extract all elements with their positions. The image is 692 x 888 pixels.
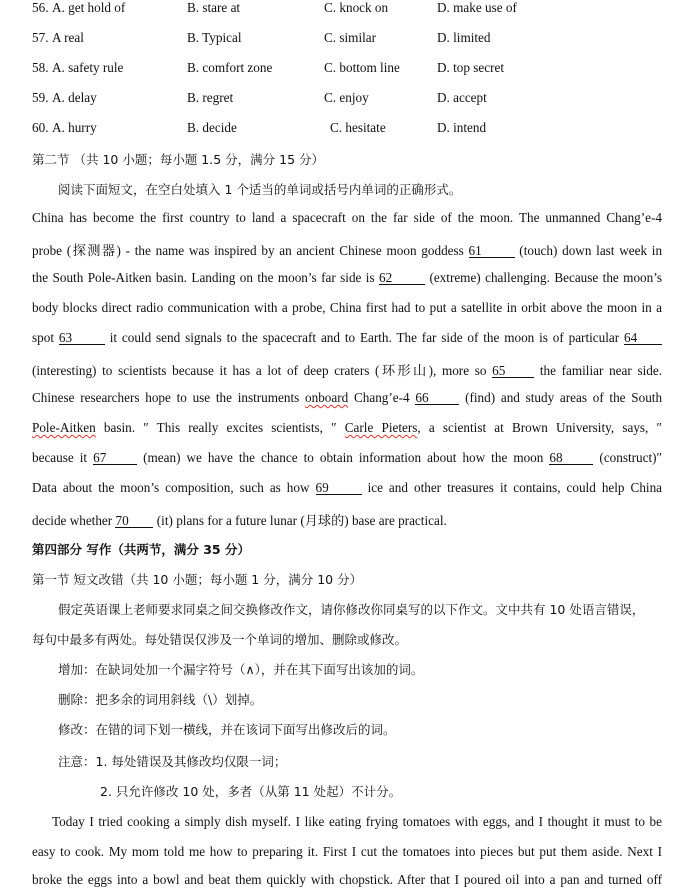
passage-line xyxy=(32,240,662,259)
passage-text: (it) plans for a future lunar (月球的) base are practical. xyxy=(156,513,447,528)
wavy-underlined-name: Carle Pieters xyxy=(344,420,418,435)
option-d: D. accept xyxy=(437,90,487,105)
rule-delete: 删除：把多余的词用斜线（\）划掉。 xyxy=(58,692,263,707)
note-2: 2. 只允许修改 10 处，多者（从第 11 处起）不计分。 xyxy=(100,784,402,799)
passage-line xyxy=(32,480,662,496)
passage-text: the familiar near side. xyxy=(539,363,662,378)
question-number: 56. xyxy=(32,0,49,15)
passage-text: ice and other treasures it contains, could help China xyxy=(367,480,663,495)
passage-line xyxy=(32,210,662,226)
option-c: C. knock on xyxy=(324,0,389,15)
passage-text: decide whether xyxy=(32,513,113,528)
passage-text: spot xyxy=(32,330,54,345)
note-1: 注意：1. 每处错误及其修改均仅限一词； xyxy=(58,754,287,769)
instruction-text: 假定英语课上老师要求同桌之间交换修改作文，请你修改你同桌写的以下作文。文中共有 10 处语言错误， xyxy=(58,602,645,617)
passage-line xyxy=(32,510,662,529)
option-a: A. safety rule xyxy=(52,60,124,75)
essay-line xyxy=(32,844,662,860)
rule-add: 增加：在缺词处加一个漏字符号（∧），并在其下面写出该加的词。 xyxy=(58,662,424,677)
blank-61[interactable]: 61 xyxy=(469,244,515,258)
passage-text: (construct)″ xyxy=(599,450,663,465)
option-b: B. comfort zone xyxy=(187,60,273,75)
passage-line xyxy=(32,360,662,379)
essay-text: broke the eggs into a bowl and beat them quickly with chopstick. After that I poured oil into a pan and turned off xyxy=(32,872,662,887)
option-b: B. regret xyxy=(187,90,234,105)
option-row-57 xyxy=(0,30,692,50)
passage-text: because it xyxy=(32,450,88,465)
wavy-underlined-word: Pole-Aitken xyxy=(32,420,96,435)
essay-text: Today I tried cooking a simply dish myself. I like eating frying tomatoes with eggs, and I thought it must to be xyxy=(52,814,662,829)
option-b: B. decide xyxy=(187,120,237,135)
passage-line xyxy=(32,270,662,286)
question-number: 58. xyxy=(32,60,49,75)
option-row-59 xyxy=(0,90,692,110)
passage-text: (interesting) to scientists because it has a lot of deep craters (环形山), more so xyxy=(32,363,487,378)
option-a: A real xyxy=(52,30,84,45)
option-row-60 xyxy=(0,120,692,140)
passage-text: (find) and study areas of the South xyxy=(465,390,663,405)
blank-68[interactable]: 68 xyxy=(549,451,593,465)
passage-text: body blocks direct radio communication with a probe, China first had to put a satellite in orbit above the moon in a xyxy=(32,300,662,315)
question-number: 59. xyxy=(32,90,49,105)
passage-text: Data about the moon’s composition, such as how xyxy=(32,480,310,495)
blank-70[interactable]: 70 xyxy=(115,514,153,528)
blank-69[interactable]: 69 xyxy=(316,481,362,495)
section-heading: 第一节 短文改错（共 10 小题；每小题 1 分，满分 10 分） xyxy=(32,572,363,587)
essay-line xyxy=(32,814,662,830)
passage-line xyxy=(32,330,662,346)
passage-text: the South Pole-Aitken basin. Landing on the moon’s far side is xyxy=(32,270,375,285)
wavy-underlined-word: onboard xyxy=(305,390,349,405)
passage-text: (touch) down last week in xyxy=(519,243,663,258)
question-number: 57. xyxy=(32,30,49,45)
option-c: C. enjoy xyxy=(324,90,369,105)
passage-line xyxy=(32,300,662,316)
option-d: D. intend xyxy=(437,120,487,135)
passage-line xyxy=(32,450,662,466)
option-b: B. stare at xyxy=(187,0,241,15)
essay-line xyxy=(32,872,662,888)
section-heading: 第二节 （共 10 小题；每小题 1.5 分，满分 15 分） xyxy=(32,152,325,167)
option-c: C. similar xyxy=(324,30,377,45)
section-instruction: 阅读下面短文，在空白处填入 1 个适当的单词或括号内单词的正确形式。 xyxy=(58,182,462,197)
passage-text: (extreme) challenging. Because the moon’s xyxy=(429,270,663,285)
option-c: C. hesitate xyxy=(330,120,386,135)
blank-64[interactable]: 64 xyxy=(624,331,662,345)
essay-text: easy to cook. My mom told me how to preparing it. First I cut the tomatoes into pieces but put them aside. Next I xyxy=(32,844,662,859)
option-a: A. hurry xyxy=(52,120,97,135)
question-number: 60. xyxy=(32,120,49,135)
option-row-58 xyxy=(0,60,692,80)
blank-63[interactable]: 63 xyxy=(59,331,105,345)
option-c: C. bottom line xyxy=(324,60,400,75)
blank-66[interactable]: 66 xyxy=(415,391,459,405)
option-d: D. make use of xyxy=(437,0,517,15)
passage-text: Chang’e-4 xyxy=(353,390,410,405)
option-a: A. get hold of xyxy=(52,0,126,15)
option-a: A. delay xyxy=(52,90,97,105)
option-b: B. Typical xyxy=(187,30,242,45)
passage-text: it could send signals to the spacecraft and to Earth. The far side of the moon is of particular xyxy=(109,330,620,345)
passage-text: , a scientist at Brown University, says, ″ xyxy=(417,420,663,435)
blank-67[interactable]: 67 xyxy=(93,451,137,465)
passage-text: China has become the first country to land a spacecraft on the far side of the moon. The unmanned Chang’e-4 xyxy=(32,210,662,225)
option-d: D. limited xyxy=(437,30,491,45)
blank-62[interactable]: 62 xyxy=(379,271,425,285)
option-d: D. top secret xyxy=(437,60,505,75)
passage-line xyxy=(32,390,662,406)
instruction-text: 每句中最多有两处。每处错误仅涉及一个单词的增加、删除或修改。 xyxy=(32,632,408,647)
passage-text: Chinese researchers hope to use the instruments xyxy=(32,390,300,405)
passage-line xyxy=(32,420,662,436)
part-heading: 第四部分 写作（共两节，满分 35 分） xyxy=(32,542,250,557)
option-row-56 xyxy=(0,0,692,20)
blank-65[interactable]: 65 xyxy=(492,364,534,378)
passage-text: (mean) we have the chance to obtain information about how the moon xyxy=(143,450,544,465)
passage-text: probe (探测器) - the name was inspired by an ancient Chinese moon goddess xyxy=(32,243,464,258)
passage-text: basin. ″ This really excites scientists, ″ xyxy=(103,420,337,435)
rule-modify: 修改：在错的词下划一横线，并在该词下面写出修改后的词。 xyxy=(58,722,396,737)
